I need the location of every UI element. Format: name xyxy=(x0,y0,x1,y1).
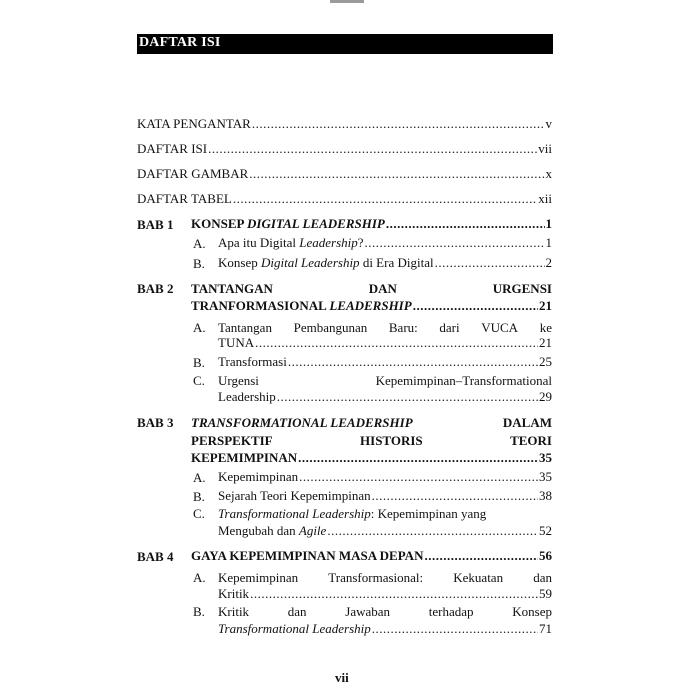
toc-entry-4a-line1: Kepemimpinan Transformasional: Kekuatan dan xyxy=(218,570,552,585)
toc-chapter-3[interactable]: KEPEMIMPINAN ..... 35 xyxy=(191,448,552,466)
section-title: DAFTAR ISI xyxy=(139,35,221,50)
sub-letter: A. xyxy=(193,570,206,585)
sub-letter: C. xyxy=(193,506,205,521)
toc-chapter-3-line1: TRANSFORMATIONAL LEADERSHIP DALAM xyxy=(191,415,552,430)
chapter-number: BAB 3 xyxy=(137,415,174,430)
toc-entry-3b[interactable]: Sejarah Teori Kepemimpinan ..... 38 xyxy=(218,486,552,504)
toc-entry-daftar-isi[interactable]: DAFTAR ISI ..... vii xyxy=(137,139,552,157)
sub-letter: A. xyxy=(193,320,206,335)
toc-chapter-3-line2: PERSPEKTIF HISTORIS TEORI xyxy=(191,433,552,448)
sub-letter: B. xyxy=(193,489,205,504)
toc-entry-4b[interactable]: Transformational Leadership ..... 71 xyxy=(218,619,552,637)
toc-chapter-4[interactable]: GAYA KEPEMIMPINAN MASA DEPAN ..... 56 xyxy=(191,546,552,564)
toc-chapter-2[interactable]: TRANFORMASIONAL LEADERSHIP ..... 21 xyxy=(191,296,552,314)
chapter-number: BAB 1 xyxy=(137,217,174,232)
toc-entry-2a[interactable]: TUNA ..... 21 xyxy=(218,333,552,351)
toc-entry-2a-line1: Tantangan Pembangunan Baru: dari VUCA ke xyxy=(218,320,552,335)
chapter-number: BAB 4 xyxy=(137,549,174,564)
toc-entry-3a[interactable]: Kepemimpinan ..... 35 xyxy=(218,467,552,485)
toc-entry-1a[interactable]: Apa itu Digital Leadership? ..... 1 xyxy=(218,233,552,251)
toc-entry-2b[interactable]: Transformasi ..... 25 xyxy=(218,352,552,370)
chapter-number: BAB 2 xyxy=(137,281,174,296)
toc-entry-daftar-gambar[interactable]: DAFTAR GAMBAR ..... x xyxy=(137,164,552,182)
sub-letter: B. xyxy=(193,256,205,271)
page-number: vii xyxy=(335,670,349,685)
sub-letter: A. xyxy=(193,470,206,485)
sub-letter: C. xyxy=(193,373,205,388)
table-of-contents xyxy=(137,0,552,700)
sub-letter: B. xyxy=(193,355,205,370)
toc-entry-4a[interactable]: Kritik ..... 59 xyxy=(218,584,552,602)
toc-entry-4b-line1: Kritik dan Jawaban terhadap Konsep xyxy=(218,604,552,619)
sub-letter: B. xyxy=(193,604,205,619)
sub-letter: A. xyxy=(193,236,206,251)
toc-entry-3c-line1: Transformational Leadership: Kepemimpinan yang xyxy=(218,506,487,521)
toc-entry-2c-line1: Urgensi Kepemimpinan–Transformational xyxy=(218,373,552,388)
toc-entry-1b[interactable]: Konsep Digital Leadership di Era Digital ..... 2 xyxy=(218,253,552,271)
toc-chapter-2-line1: TANTANGAN DAN URGENSI xyxy=(191,281,552,296)
toc-entry-2c[interactable]: Leadership ..... 29 xyxy=(218,387,552,405)
toc-chapter-1[interactable]: KONSEP DIGITAL LEADERSHIP ..... 1 xyxy=(191,214,552,232)
toc-entry-daftar-tabel[interactable]: DAFTAR TABEL ..... xii xyxy=(137,189,552,207)
toc-entry-3c[interactable]: Mengubah dan Agile ..... 52 xyxy=(218,521,552,539)
toc-entry-kata-pengantar[interactable]: KATA PENGANTAR ..... v xyxy=(137,114,552,132)
